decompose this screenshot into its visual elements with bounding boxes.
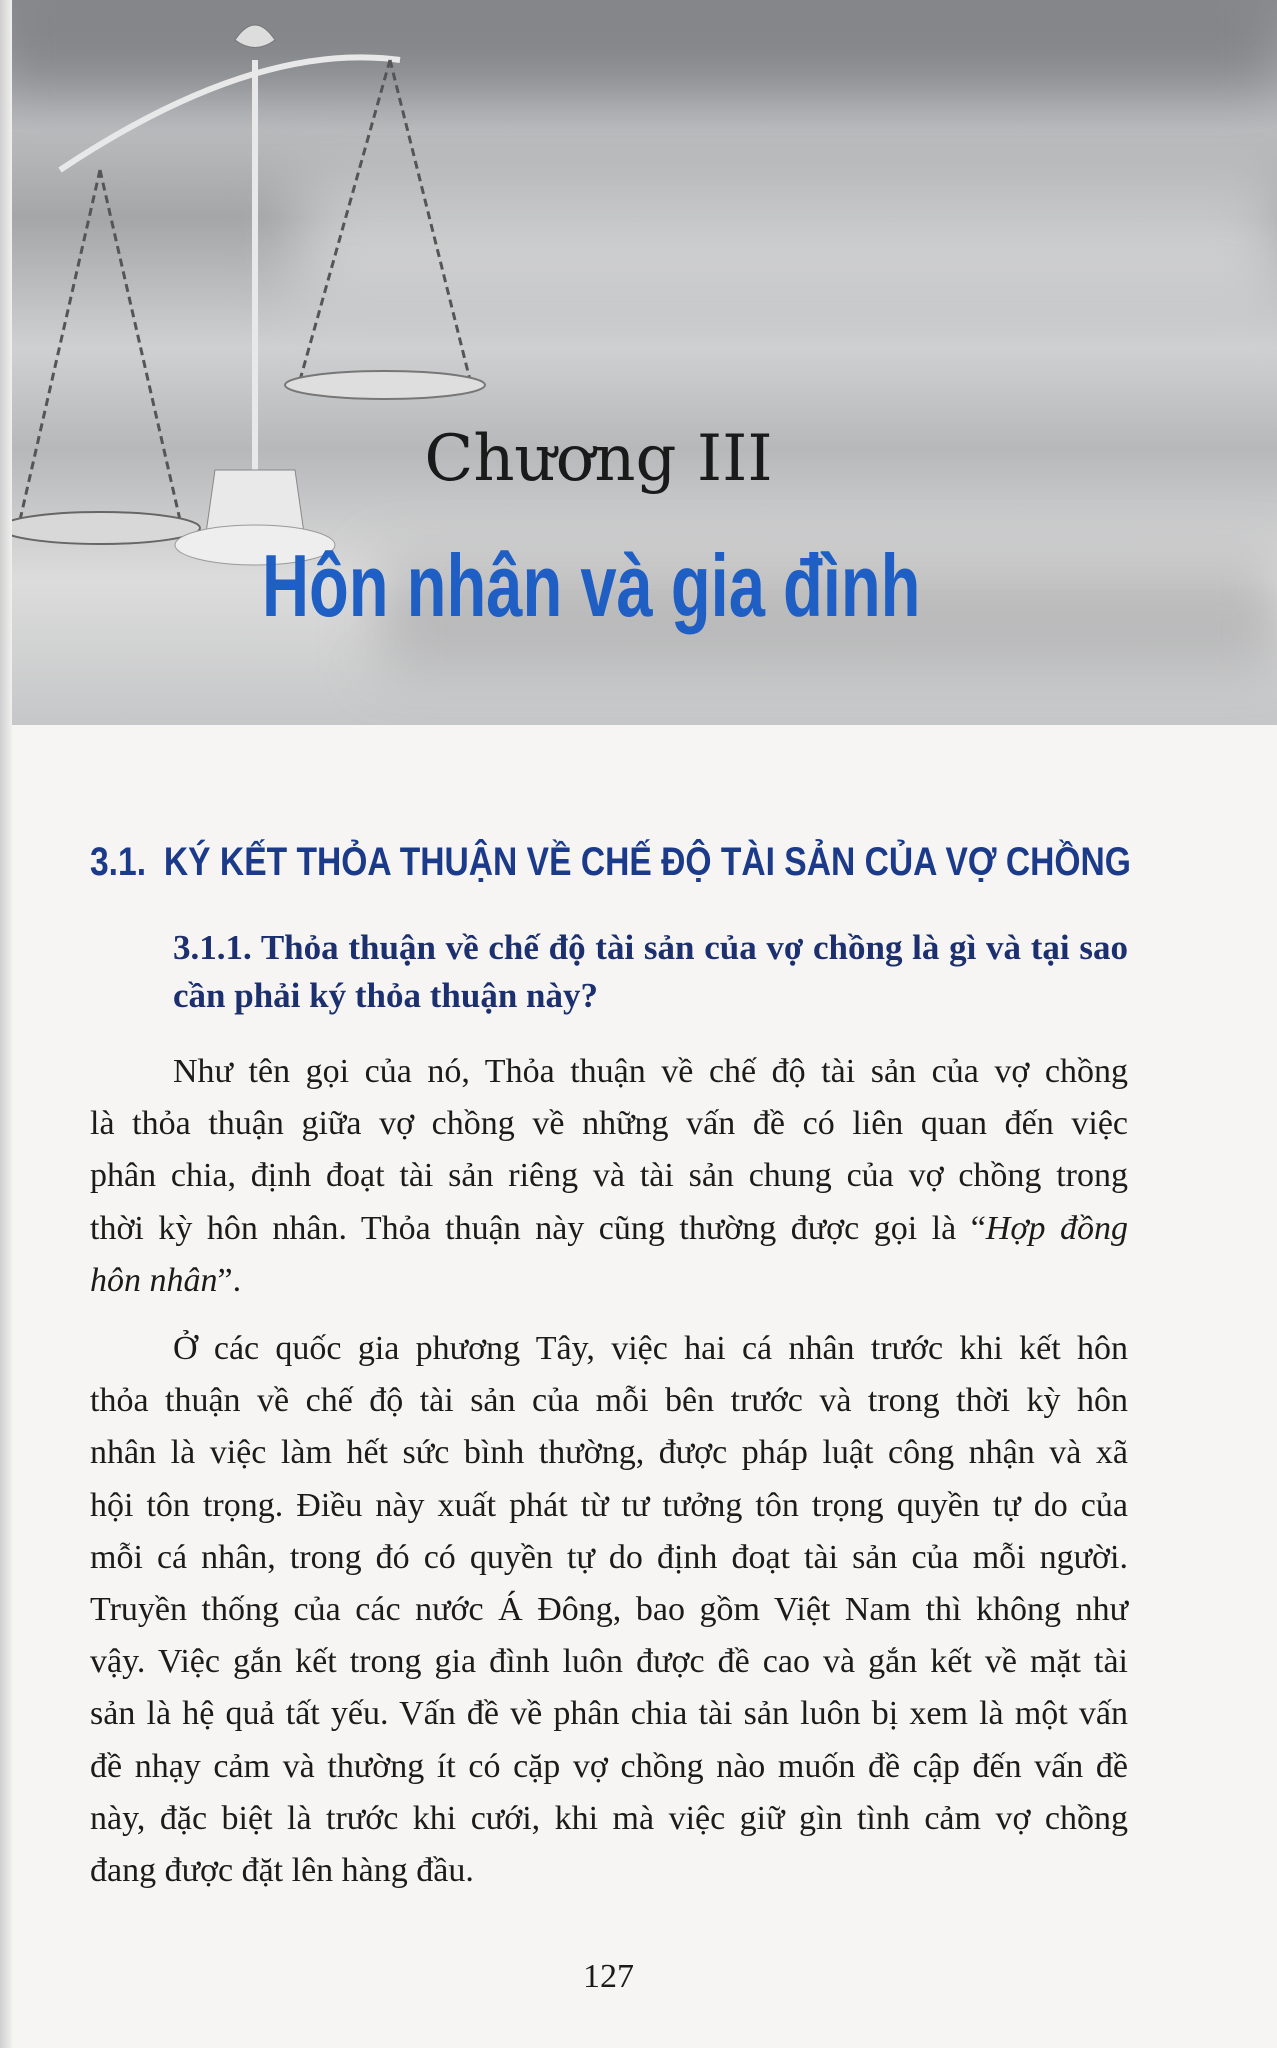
text-line: thỏa thuận về chế độ tài sản của mỗi bên trước và trong thời kỳ hôn [90,1382,1128,1420]
text-line: Như tên gọi của nó, Thỏa thuận về chế độ tài sản của vợ chồng [173,1053,1128,1090]
text-line: là thỏa thuận giữa vợ chồng về những vấn đề có liên quan đến việc [90,1105,1128,1143]
text-line: vậy. Việc gắn kết trong gia đình luôn được đề cao và gắn kết về mặt tài [90,1643,1128,1681]
text-segment: ”. [217,1261,242,1299]
chapter-label-text: Chương III [424,422,773,496]
text-line: nhân là việc làm hết sức bình thường, được pháp luật công nhận và xã [90,1434,1128,1472]
section-number: 3.1. [90,840,147,884]
paragraph-1 [90,1046,1128,1307]
section-title: KÝ KẾT THỎA THUẬN VỀ CHẾ ĐỘ TÀI SẢN CỦA VỢ CHỒNG [163,840,1131,884]
text-line: Ở các quốc gia phương Tây, việc hai cá nhân trước khi kết hôn [173,1330,1128,1367]
italic-term: Hợp đồng [985,1209,1128,1247]
subsection-heading [173,924,1128,1020]
text-line: mỗi cá nhân, trong đó có quyền tự do định đoạt tài sản của mỗi người. [90,1538,1128,1576]
subsection-line: cần phải ký thỏa thuận này? [173,976,599,1015]
text-segment: thời kỳ hôn nhân. Thỏa thuận này cũng thường được gọi là “ [90,1209,986,1247]
subsection-line: 3.1.1. Thỏa thuận về chế độ tài sản của vợ chồng là gì và tại sao [173,928,1128,967]
section-heading [90,840,1131,885]
text-line [90,1203,1128,1255]
chapter-title: Hôn nhân và gia đình [262,536,921,635]
text-line [90,1255,1128,1307]
paragraph-2 [90,1323,1128,1897]
page-number: 127 [583,1958,634,1995]
italic-term: hôn nhân [90,1261,218,1299]
text-line: này, đặc biệt là trước khi cưới, khi mà việc giữ gìn tình cảm vợ chồng [90,1799,1128,1837]
text-line: phân chia, định đoạt tài sản riêng và tài sản chung của vợ chồng trong [90,1157,1128,1195]
text-line: hội tôn trọng. Điều này xuất phát từ tư tưởng tôn trọng quyền tự do của [90,1486,1128,1524]
page-edge [0,0,12,2048]
text-line: sản là hệ quả tất yếu. Vấn đề về phân chia tài sản luôn bị xem là một vấn [90,1695,1128,1733]
text-line: Truyền thống của các nước Á Đông, bao gồm Việt Nam thì không như [90,1590,1128,1628]
text-line: đang được đặt lên hàng đầu. [90,1851,474,1889]
chapter-label [0,422,1277,496]
text-line: đề nhạy cảm và thường ít có cặp vợ chồng nào muốn đề cập đến vấn đề [90,1747,1128,1785]
